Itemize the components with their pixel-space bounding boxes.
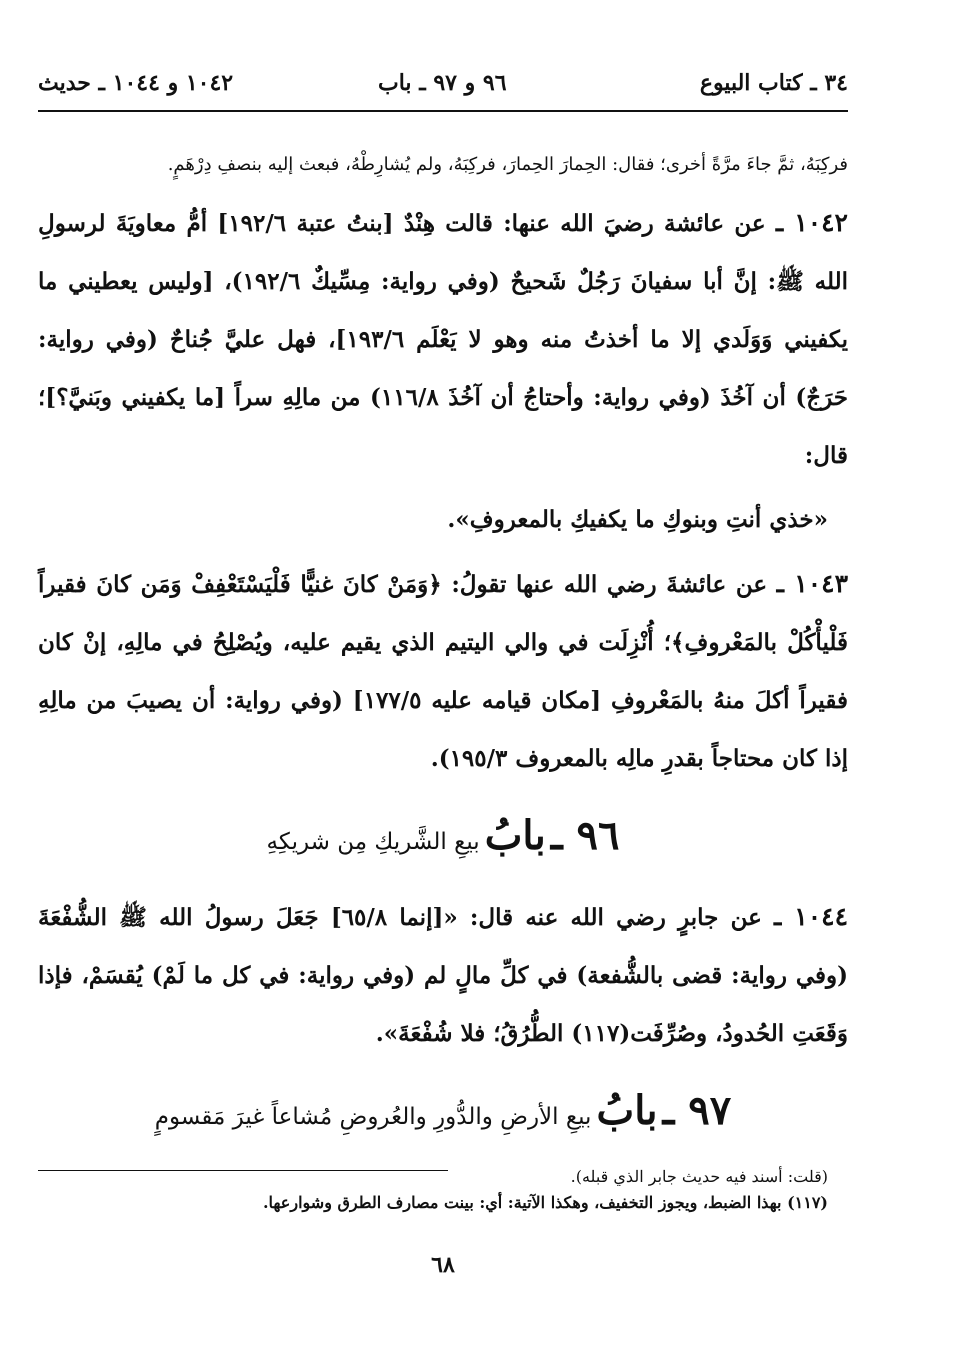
hadith-1042-answer: «خذي أنتِ وبنوكِ ما يكفيكِ بالمعروفِ». [447, 506, 828, 533]
chapter-97-note: (قلت: أسند فيه حديث جابر الذي قبله). [570, 1167, 828, 1186]
hadith-1043-text: عن عائشةَ رضي الله عنها تقولُ: ﴿وَمَنْ كانَ غنيًّا فَلْيَسْتَعْفِفْ وَمَن كانَ فقيراً فَلْيأْكُلْ بالمَعْروفِ﴾؛ أُنْزِلَت في والي اليتيم الذي يقيم عليه، ويُصْلِحُ في مالِهِ، إنْ كان فقيراً أكلَ منهُ بالمَعْروفِ [مكان قيامه عليه ١٧٧/٥] (وفي رواية: أن يصيبَ من مالِهِ إذا كان محتاجاً بقدرِ مالِه بالمعروف ١٩٥/٣). [38, 571, 848, 772]
running-head-book: ٣٤ ـ كتاب البيوع [699, 70, 848, 96]
hadith-1042 [38, 194, 848, 485]
hadith-1044-text: عن جابرٍ رضي الله عنه قال: «[إنما ٦٥/٨] جَعَلَ رسولُ الله ﷺ الشُّفْعَةَ (وفي رواية: قضى بالشُّفعة) في كلِّ مالٍ لم (وفي رواية: في كل ما لَمْ) يُقسَمْ، فإذا وَقَعَتِ الحُدودُ، وصُرِّفَت(١١٧) الطُّرُقُ؛ فلا شُفْعَةَ». [38, 904, 848, 1047]
running-head-chapters: ٩٦ و ٩٧ ـ باب [378, 70, 507, 96]
chapter-97-word: بابُ [596, 1087, 658, 1134]
chapter-96-word: بابُ [484, 812, 546, 859]
hadith-1043-number: ١٠٤٣ ـ [776, 569, 848, 598]
chapter-96-number: ٩٦ ـ [550, 812, 620, 859]
footnote-117: (١١٧) بهذا الضبط، ويجوز التخفيف، وهكذا الآتية: أي: بينت مصارف الطرق وشوارعها. [262, 1193, 828, 1212]
header-divider [38, 110, 848, 112]
running-head-hadiths: ١٠٤٢ و ١٠٤٤ ـ حديث [38, 70, 234, 96]
chapter-97-number: ٩٧ ـ [662, 1087, 732, 1134]
main-text [38, 150, 848, 1191]
hadith-1044-number: ١٠٤٤ ـ [774, 902, 848, 931]
running-head [38, 70, 848, 110]
hadith-1043 [38, 555, 848, 788]
footnote-divider [38, 1170, 448, 1171]
chapter-96-heading [38, 802, 848, 878]
hadith-1044 [38, 888, 848, 1063]
chapter-97-heading [38, 1077, 848, 1153]
hadith-1042-number: ١٠٤٢ ـ [775, 208, 848, 237]
chapter-97-title: بيعِ الأرضِ والدُّورِ والعُروضِ مُشاعاً غيرَ مَقسومٍ [154, 1104, 592, 1130]
chapter-96-title: بيعِ الشَّريكِ مِن شريكِهِ [266, 829, 480, 855]
intro-line: فركِبَهُ، ثمَّ جاءَ مرَّةً أخرى؛ فقال: الحِمارَ الحِمارَ، فركِبَهُ، ولم يُشارِطْهُ، فبعث إليه بنصفِ دِرْهَمٍ. [167, 154, 848, 175]
book-page [38, 40, 848, 1320]
hadith-1042-text: عن عائشة رضيَ الله عنها: قالت هِنْدٌ [بنتُ عتبة ١٩٢/٦] أمُّ معاويَةَ لرسولِ الله ﷺ: إنَّ أبا سفيانَ رَجُلٌ شَحيحٌ (وفي رواية: مِسِّيكٌ ١٩٢/٦)، [وليس يعطيني ما يكفيني وَوَلَدي إلا ما أخذتُ منه وهو لا يَعْلَم ١٩٣/٦]، فهل عليَّ جُناحٌ (وفي رواية: حَرَجٌ) أن آخُذَ (وفي رواية: وأحتاجُ أن آخُذَ ١١٦/٨) من مالِهِ سراً [ما يكفيني وبَنيَّ؟]؛ قال: [38, 210, 849, 469]
page-number: ٦٨ [431, 1252, 455, 1278]
